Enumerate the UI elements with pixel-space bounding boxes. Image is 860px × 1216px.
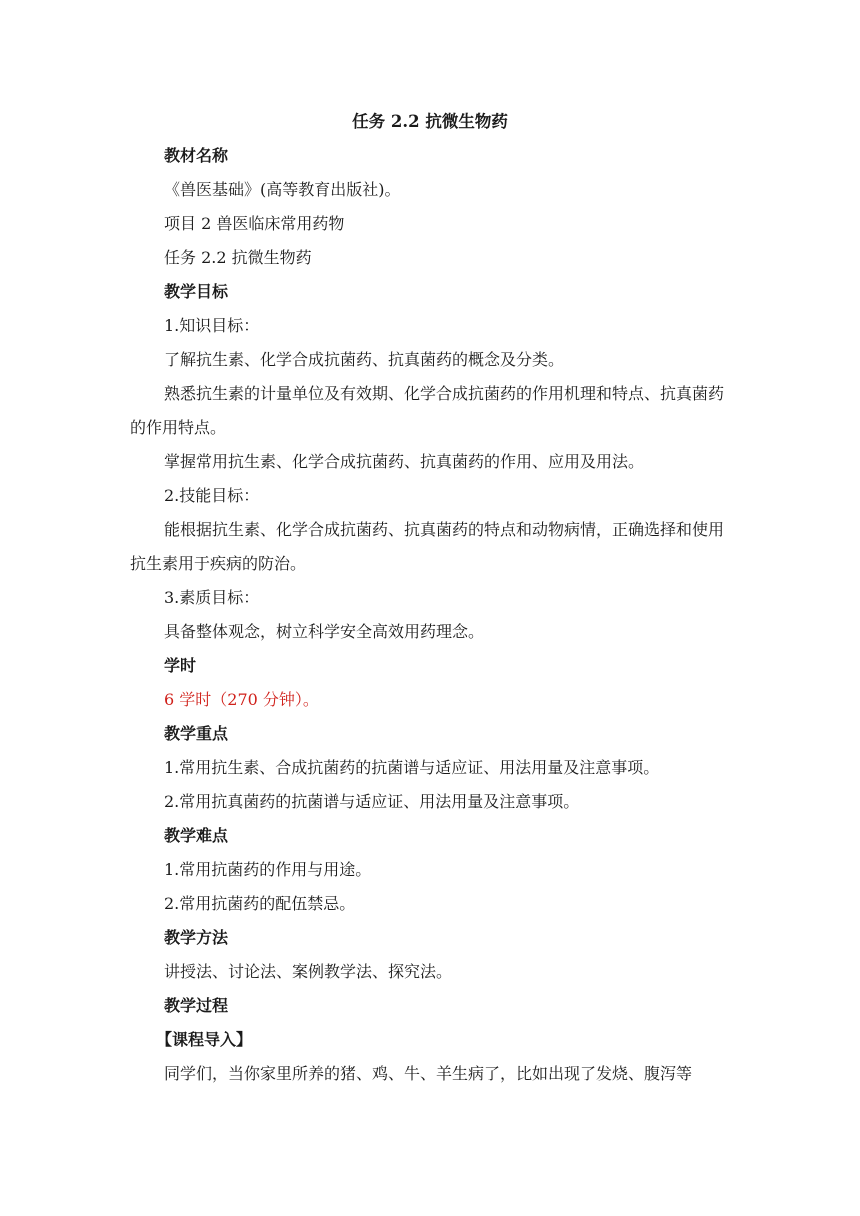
methods-heading: 教学方法: [164, 928, 229, 947]
course-intro-text: 同学们，当你家里所养的猪、鸡、牛、羊生病了，比如出现了发烧、腹泻等: [164, 1064, 693, 1083]
process-heading: 教学过程: [164, 996, 229, 1015]
difficulty-1: 1.常用抗菌药的作用与用途。: [164, 860, 372, 879]
textbook-task: 任务 2.2 抗微生物药: [164, 248, 312, 267]
knowledge-objective-1: 了解抗生素、化学合成抗菌药、抗真菌药的概念及分类。: [164, 350, 565, 369]
knowledge-objective-2: 熟悉抗生素的计量单位及有效期、化学合成抗菌药的作用机理和特点、抗真菌药的作用特点。: [130, 384, 725, 437]
difficulties-heading: 教学难点: [164, 826, 229, 845]
key-points-heading: 教学重点: [164, 724, 229, 743]
textbook-project: 项目 2 兽医临床常用药物: [164, 214, 345, 233]
knowledge-objective-3: 掌握常用抗生素、化学合成抗菌药、抗真菌药的作用、应用及用法。: [164, 452, 645, 471]
objectives-heading: 教学目标: [164, 282, 229, 301]
document-title: 任务 2.2 抗微生物药: [352, 112, 508, 131]
skill-objective-1: 能根据抗生素、化学合成抗菌药、抗真菌药的特点和动物病情，正确选择和使用抗生素用于疾病的防治。: [130, 520, 725, 573]
textbook-name: 《兽医基础》(高等教育出版社)。: [164, 180, 401, 199]
quality-objective-label: 3.素质目标：: [164, 588, 260, 607]
document-page: [130, 105, 734, 1091]
methods-text: 讲授法、讨论法、案例教学法、探究法。: [164, 962, 453, 981]
course-intro-label: 【课程导入】: [156, 1030, 253, 1049]
hours-value: 6 学时（270 分钟）。: [164, 690, 319, 709]
hours-heading: 学时: [164, 656, 197, 675]
key-point-2: 2.常用抗真菌药的抗菌谱与适应证、用法用量及注意事项。: [164, 792, 580, 811]
difficulty-2: 2.常用抗菌药的配伍禁忌。: [164, 894, 356, 913]
quality-objective-1: 具备整体观念，树立科学安全高效用药理念。: [164, 622, 485, 641]
knowledge-objective-label: 1.知识目标：: [164, 316, 260, 335]
skill-objective-label: 2.技能目标：: [164, 486, 260, 505]
textbook-heading: 教材名称: [164, 146, 229, 165]
key-point-1: 1.常用抗生素、合成抗菌药的抗菌谱与适应证、用法用量及注意事项。: [164, 758, 660, 777]
